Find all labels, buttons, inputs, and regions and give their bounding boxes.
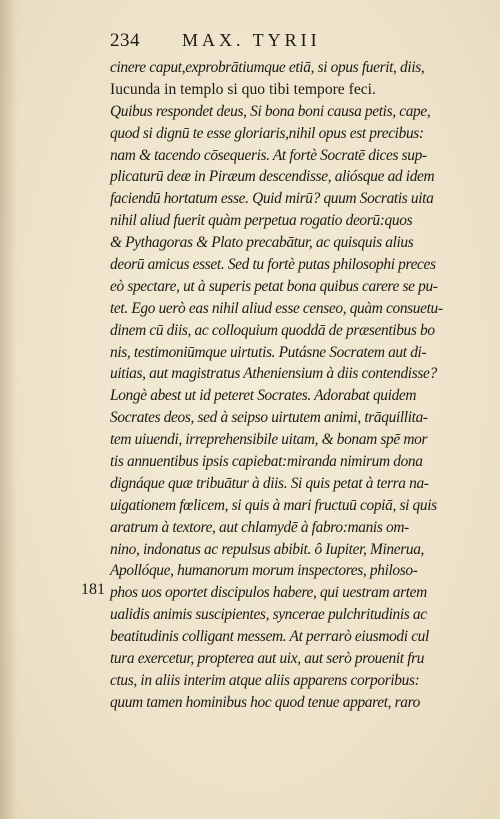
text-line: nino, indonatus ac repulsus abibit. ô Iupiter, Minerua,	[110, 540, 425, 558]
text-line: quum tamen hominibus hoc quod tenue apparet, raro	[110, 693, 421, 711]
text-line: dignáque quæ tribuātur à diis. Si quis petat à terra na-	[110, 474, 429, 492]
body-text	[110, 57, 460, 714]
text-line: uigationem fœlicem, si quis à mari fructuū copiā, si quis	[110, 496, 437, 514]
text-line: deorū amicus esset. Sed tu fortè putas philosophi preces	[110, 256, 436, 274]
text-line: Apollóque, humanorum morum inspectores, philoso-	[110, 562, 418, 580]
text-line: beatitudinis colligant messem. At perrarò eiusmodi cul	[110, 628, 429, 646]
text-line: Longè abest ut id peteret Socrates. Adorabat quidem	[110, 387, 417, 405]
text-line: tura exercetur, propterea aut uix, aut serò prouenit fru	[110, 650, 425, 668]
text-line: ualidis animis suscipientes, syncerae pulchritudinis ac	[110, 606, 427, 624]
text-line: plicaturū deæ in Piræum descendisse, aliósque ad idem	[110, 168, 435, 186]
running-head: MAX. TYRII	[182, 30, 321, 50]
text-line: Iucunda in templo si quo tibi tempore feci.	[110, 80, 376, 98]
margin-note: 181	[81, 581, 105, 598]
text-line: Quibus respondet deus, Si bona boni causa petis, cape,	[110, 102, 431, 120]
page-number: 234	[110, 30, 140, 51]
page-header	[110, 30, 460, 54]
text-line: tem uiuendi, irreprehensibile uitam, & bonam spē mor	[110, 431, 428, 449]
text-line: & Pythagoras & Plato precabātur, ac quisquis alius	[110, 234, 414, 252]
text-line: nis, testimoniūmque uirtutis. Putásne Socratem aut di-	[110, 343, 427, 361]
text-line: tis annuentibus ipsis capiebat:miranda nimirum dona	[110, 453, 423, 471]
text-line: nam & tacendo cōsequeris. At fortè Socratē dices sup-	[110, 146, 427, 164]
text-line: dinem cū diis, ac colloquium quoddā de præsentibus bo	[110, 321, 435, 339]
text-line: eò spectare, ut à superis petat bona quibus carere se pu-	[110, 277, 438, 295]
text-line: uitias, aut magistratus Atheniensium à diis contendisse?	[110, 365, 437, 383]
text-line: aratrum à textore, aut chlamydē à fabro:manis om-	[110, 518, 409, 536]
text-line: phos uos oportet discipulos habere, qui uestram artem	[110, 584, 427, 602]
text-line: nihil aliud fuerit quàm perpetua rogatio deorū:quos	[110, 212, 413, 230]
text-line: faciendū hortatum esse. Quid mirū? quum Socratis uita	[110, 190, 434, 208]
text-line: quod si dignū te esse gloriaris,nihil opus est precibus:	[110, 124, 424, 142]
text-line: cinere caput,exprobrātiumque etiā, si opus fuerit, diis,	[110, 59, 425, 76]
text-line: tet. Ego uerò eas nihil aliud esse censeo, quàm consuetu-	[110, 299, 443, 317]
text-line: Socrates deos, sed à seipso uirtutem animi, trāquillita-	[110, 409, 428, 427]
text-line: ctus, in aliis interim atque aliis apparens corporibus:	[110, 671, 420, 689]
